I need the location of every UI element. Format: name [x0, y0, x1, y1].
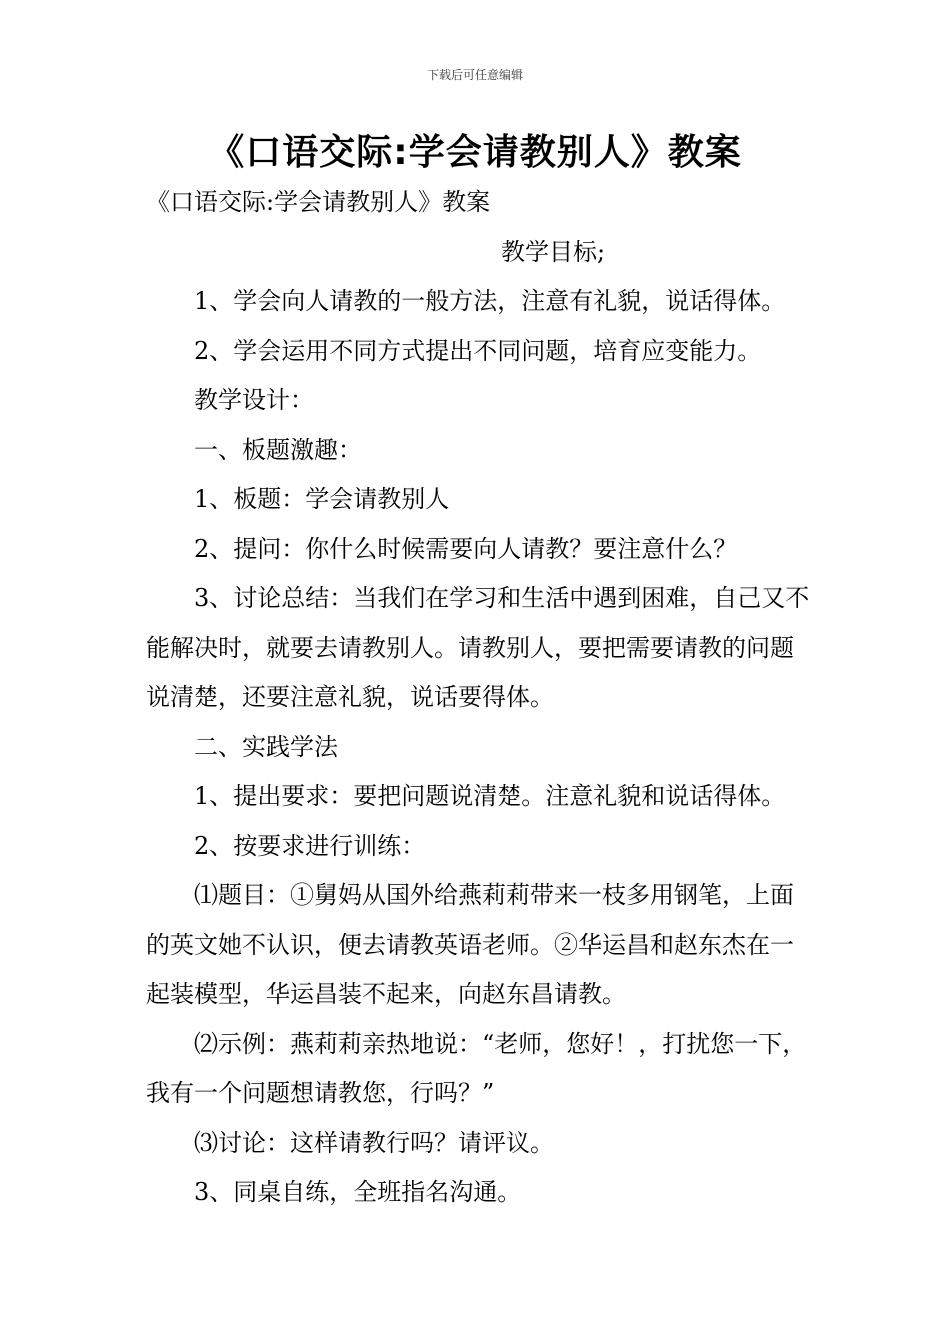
- section-2-topic: ⑴题目：①舅妈从国外给燕莉莉带来一枝多用钢笔，上面的英文她不认识，便去请教英语老师。②华运昌和赵东杰在一起装模型，华运昌装不起来，向赵东昌请教。: [146, 881, 794, 1008]
- section-2-heading: 二、实践学法: [194, 732, 338, 761]
- section-2-discussion: ⑶讨论：这样请教行吗？请评议。: [194, 1128, 554, 1157]
- section-2-example: ⑵示例：燕莉莉亲热地说：“老师，您好！，打扰您一下，我有一个问题想请教您，行吗？”: [146, 1029, 807, 1107]
- subtitle-paragraph: 《口语交际:学会请教别人》教案: [146, 188, 491, 216]
- section-1-item-3: 3、讨论总结：当我们在学习和生活中遇到困难，自己又不能解决时，就要去请教别人。请教别人，要把需要请教的问题说清楚，还要注意礼貌，说话要得体。: [146, 584, 810, 711]
- section-2-item-2: 2、按要求进行训练：: [194, 831, 426, 860]
- objectives-heading: 教学目标;: [501, 237, 606, 266]
- objective-2: 2、学会运用不同方式提出不同问题，培育应变能力。: [194, 336, 762, 365]
- header-note: 下载后可任意编辑: [426, 68, 523, 82]
- section-2-item-3: 3、同桌自练，全班指名沟通。: [194, 1178, 522, 1206]
- document-body: [146, 178, 810, 1218]
- objective-1: 1、学会向人请教的一般方法，注意有礼貌，说话得体。: [194, 287, 786, 315]
- document-title: 《口语交际:学会请教别人》教案: [208, 132, 742, 173]
- section-1-item-2: 2、提问：你什么时候需要向人请教？要注意什么？: [194, 534, 738, 563]
- section-1-item-1: 1、板题：学会请教别人: [194, 485, 450, 513]
- section-2-item-1: 1、提出要求：要把问题说清楚。注意礼貌和说话得体。: [194, 782, 786, 810]
- design-heading: 教学设计：: [194, 386, 314, 414]
- section-1-heading: 一、板题激趣：: [194, 435, 362, 464]
